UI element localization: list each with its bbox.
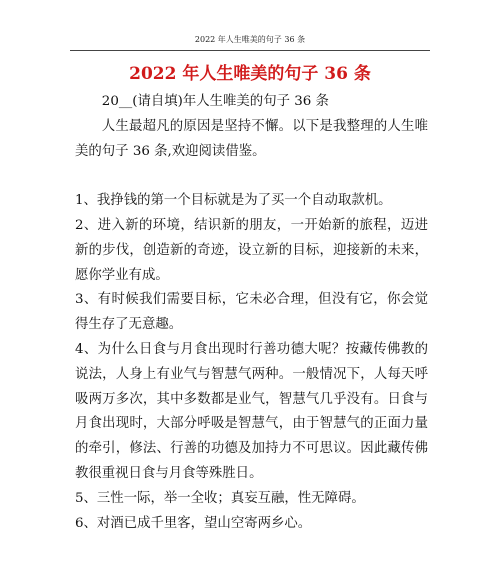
document-title: 2022 年人生唯美的句子 36 条 [129, 64, 371, 84]
list-item: 2、进入新的环境，结识新的朋友，一开始新的旅程，迈进新的步伐，创造新的奇迹，设立新的目标，迎接新的未来，愿你学业有成。 [75, 217, 428, 283]
running-header: 2022 年人生唯美的句子 36 条 [194, 35, 306, 44]
header-divider [70, 50, 430, 51]
list-item: 4、为什么日食与月食出现时行善功德大呢？按藏传佛教的说法，人身上有业气与智慧气两种。一般情况下，人每天呼吸两万多次，其中多数都是业气，智慧气几乎没有。日食与月食出现时，大部分呼吸是智慧气，由于智慧气的正面力量的牵引，修法、行善的功德及加持力不可思议。因此藏传佛教很重视日食与月食等殊胜日。 [75, 341, 428, 481]
paragraph-spacer [75, 164, 428, 189]
list-item: 3、有时候我们需要目标，它未必合理，但没有它，你会觉得生存了无意趣。 [75, 292, 428, 333]
list-item: 5、三性一际，举一全收；真妄互融，性无障碍。 [75, 490, 365, 506]
document-subtitle: 20__(请自填)年人生唯美的句子 36 条 [101, 94, 329, 109]
list-item: 1、我挣钱的第一个目标就是为了买一个自动取款机。 [75, 193, 392, 209]
list-item: 6、对酒已成千里客，望山空寄两乡心。 [75, 515, 312, 531]
intro-paragraph: 人生最超凡的原因是坚持不懈。以下是我整理的人生唯美的句子 36 条,欢迎阅读借鉴。 [75, 118, 428, 159]
document-body [75, 90, 428, 536]
